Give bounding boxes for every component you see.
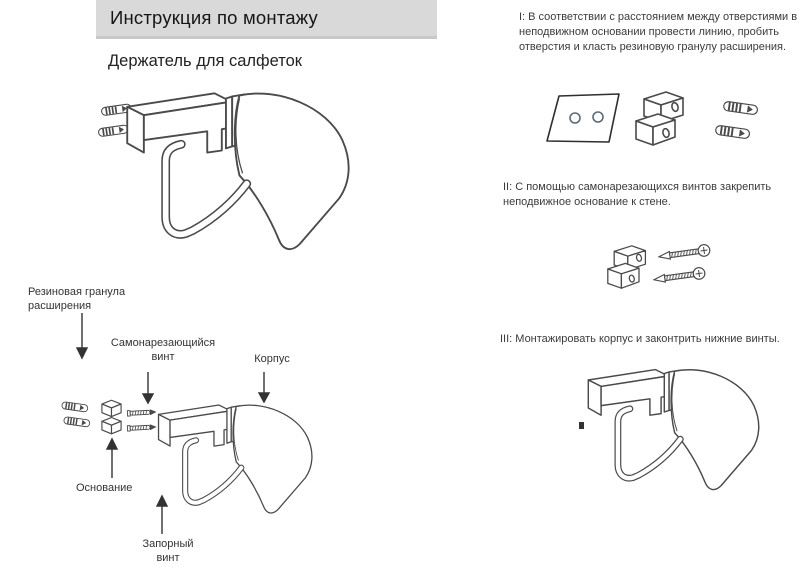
label-rubber-granule: Резиновая гранула расширения [28,286,126,312]
base-block-drawing [636,92,683,145]
label-body: Корпус [254,353,290,365]
step-3-text: III: Монтажировать корпус и законтрить нижние винты. [500,333,780,345]
step-2-text: II: С помощью самонарезающихся винтов закрепить неподвижное основание к стене. [503,181,772,208]
step-2-drawing [595,236,760,304]
page-title: Инструкция по монтажу [110,7,319,28]
exploded-screws [127,409,156,432]
arrow-down-to-body-icon [259,372,269,402]
assembled-holder-drawing [58,84,358,270]
arrow-up-to-locking-screw-icon [157,496,167,534]
step-1-drawing [527,90,779,152]
holder-body-drawing [127,93,348,249]
step-2-screws [653,244,710,286]
label-self-tapping-screw: Самонарезающийся винт [110,337,216,363]
step-3-drawing [548,364,798,506]
step-1-text: I: В соответствии с расстоянием между отверстиями в неподвижном основании провести линию, пробить отверстия и класть резиновую гранулу расширения. [519,11,798,53]
title-band [96,0,437,39]
step-1-dowels [715,101,758,139]
exploded-holder-body [159,405,312,513]
exploded-base [102,400,121,434]
exploded-dowels [62,402,91,428]
arrow-up-to-base-icon [107,439,117,478]
label-base: Основание [76,482,133,494]
label-locking-screw: Запорный винт [142,538,194,564]
lower-screw-mark-icon [579,422,584,429]
wall-plate-drawing [547,94,619,142]
arrow-down-to-dowels-icon [77,313,87,358]
arrow-down-to-screws-icon [143,372,153,403]
mounted-holder-body [588,370,758,490]
base-block-drawing [608,246,646,288]
product-title: Держатель для салфеток [108,52,302,70]
